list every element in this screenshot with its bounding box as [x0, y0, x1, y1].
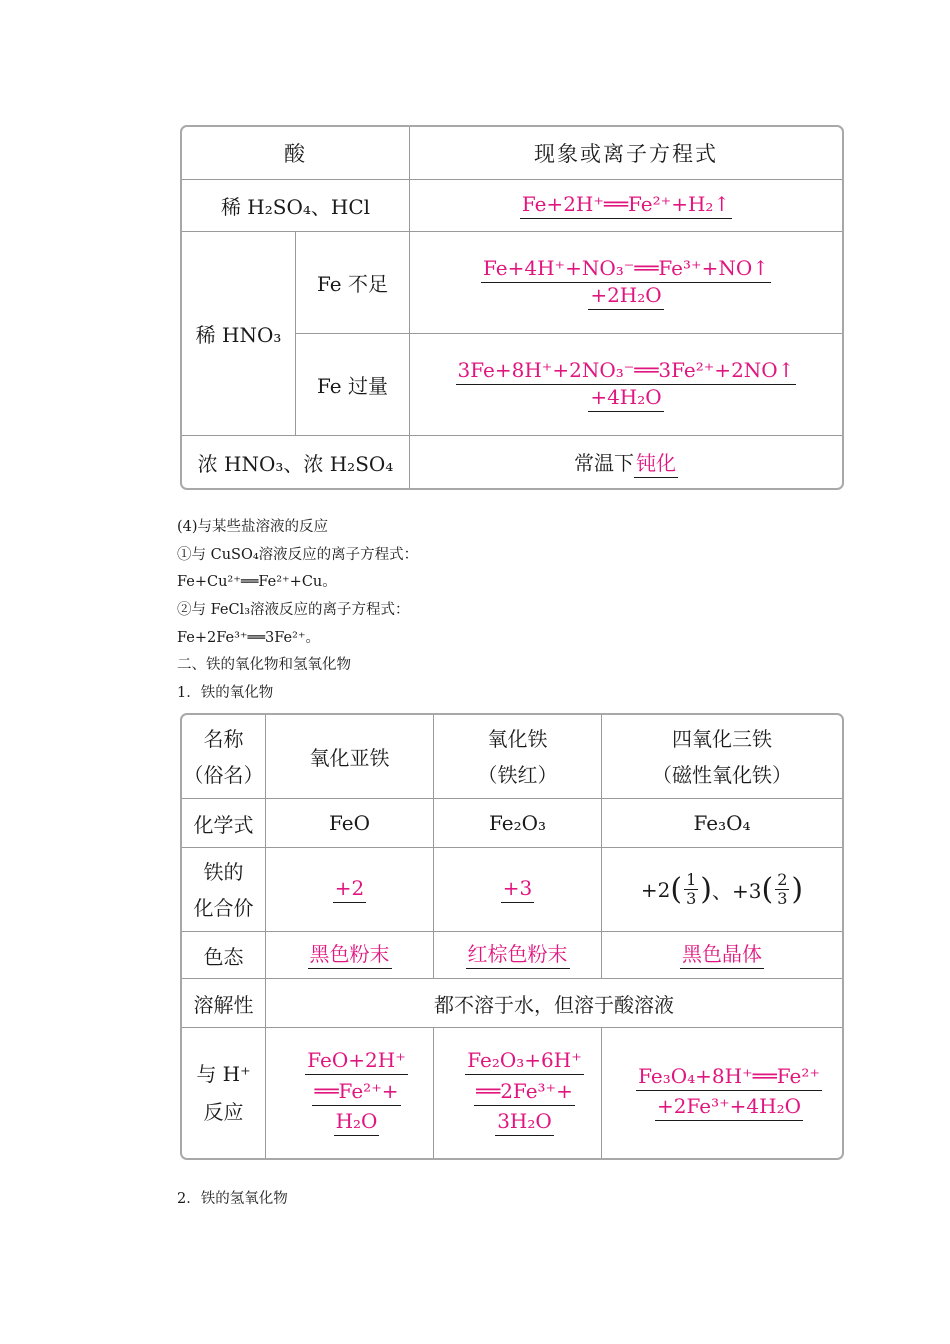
fe-excess-label: Fe 过量	[296, 334, 410, 436]
paragraph-cuso4-intro: ①与 CuSO₄溶液反应的离子方程式：	[177, 547, 419, 563]
label-state: 色态	[182, 932, 266, 979]
header-acid: 酸	[182, 127, 410, 180]
fe3o4-state: 黑色晶体	[680, 942, 764, 969]
fe3o4-common-name: （磁性氧化铁）	[652, 762, 792, 787]
passivation-answer: 钝化	[634, 451, 678, 478]
feo-formula: FeO	[266, 799, 434, 848]
dilute-sulfuric-hydrochloric-label: 稀 H₂SO₄、HCl	[182, 180, 410, 232]
label-solubility: 溶解性	[182, 979, 266, 1028]
dilute-nitric-label: 稀 HNO₃	[182, 232, 296, 436]
fe2o3-common-name: （铁红）	[477, 762, 558, 787]
label-h-reaction-line1: 与 H⁺	[196, 1062, 251, 1086]
feo-h-reaction-line1: FeO+2H⁺	[305, 1048, 408, 1075]
header-phenomenon: 现象或离子方程式	[410, 127, 842, 180]
fe2o3-h-reaction-line2: ══2Fe³⁺+	[474, 1079, 575, 1106]
feo-h-reaction-line3: H₂O	[334, 1109, 380, 1136]
fe-insufficient-label: Fe 不足	[296, 232, 410, 334]
paragraph-cuso4-equation: Fe+Cu²⁺══Fe²⁺+Cu。	[177, 574, 337, 590]
fe2o3-valence: +3	[501, 876, 534, 903]
fe2o3-formula: Fe₂O₃	[434, 799, 602, 848]
dilute-acid-equation: Fe+2H⁺══Fe²⁺+H₂↑	[520, 192, 732, 219]
fe2o3-state: 红棕色粉末	[466, 942, 570, 969]
fe-excess-equation-line1: 3Fe+8H⁺+2NO₃⁻══3Fe²⁺+2NO↑	[456, 358, 797, 385]
iron-acid-reaction-table	[180, 125, 844, 490]
concentrated-text-prefix: 常温下	[574, 450, 634, 475]
label-name: 名称	[203, 726, 244, 751]
label-common-name: （俗名）	[183, 762, 264, 787]
fe2o3-name: 氧化铁	[487, 726, 548, 751]
feo-name: 氧化亚铁	[266, 715, 434, 799]
fe2o3-h-reaction-line3: 3H₂O	[495, 1109, 554, 1136]
label-valence-line2: 化合价	[193, 895, 254, 920]
section-heading-oxides-hydroxides: 二、铁的氧化物和氢氧化物	[177, 657, 351, 673]
feo-state: 黑色粉末	[308, 942, 392, 969]
concentrated-acid-label: 浓 HNO₃、浓 H₂SO₄	[182, 436, 410, 488]
fe3o4-name: 四氧化三铁	[672, 726, 772, 751]
solubility-text: 都不溶于水，但溶于酸溶液	[266, 979, 842, 1028]
paragraph-salt-reactions: (4)与某些盐溶液的反应	[177, 519, 329, 535]
label-valence-line1: 铁的	[203, 859, 244, 884]
fe3o4-h-reaction-line2: +2Fe³⁺+4H₂O	[655, 1094, 803, 1121]
iron-oxides-table	[180, 713, 844, 1160]
fe2o3-h-reaction-line1: Fe₂O₃+6H⁺	[465, 1048, 584, 1075]
fe3o4-h-reaction-line1: Fe₃O₄+8H⁺══Fe²⁺	[636, 1064, 822, 1091]
fe-insufficient-equation-line2: +2H₂O	[588, 283, 663, 310]
fe-insufficient-equation-line1: Fe+4H⁺+NO₃⁻══Fe³⁺+NO↑	[481, 256, 771, 283]
feo-valence: +2	[333, 876, 366, 903]
feo-h-reaction-line2: ══Fe²⁺+	[312, 1079, 400, 1106]
paragraph-fecl3-intro: ②与 FeCl₃溶液反应的离子方程式：	[177, 602, 410, 618]
fe3o4-formula: Fe₃O₄	[602, 799, 842, 848]
fe3o4-valence: +2 ( $\frac{1}{3}$ ) 、+3 ( $\frac{2}{3}$ )	[640, 870, 804, 908]
fe-excess-equation-line2: +4H₂O	[588, 385, 663, 412]
label-h-reaction-line2: 反应	[203, 1100, 244, 1124]
label-formula: 化学式	[182, 799, 266, 848]
subheading-iron-hydroxides: 2．铁的氢氧化物	[177, 1191, 288, 1207]
paragraph-fecl3-equation: Fe+2Fe³⁺══3Fe²⁺。	[177, 630, 321, 646]
subheading-iron-oxides: 1．铁的氧化物	[177, 685, 274, 701]
